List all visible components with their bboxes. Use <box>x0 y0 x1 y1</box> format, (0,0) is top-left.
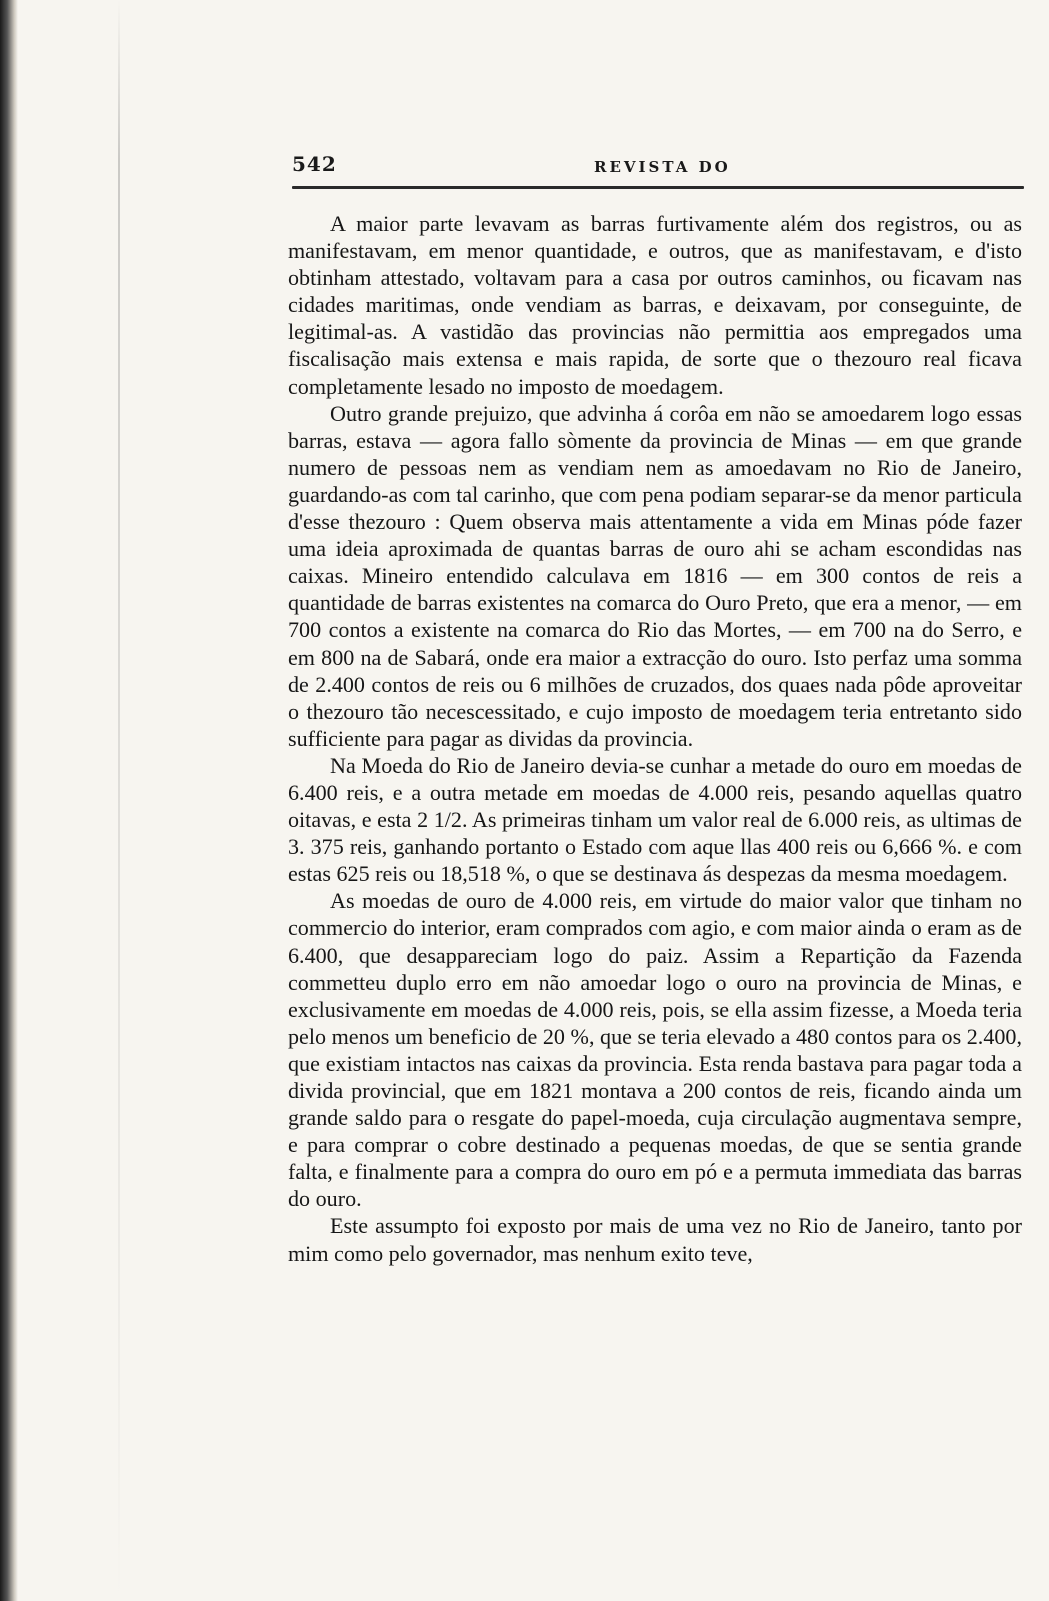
header-rule <box>292 186 1024 189</box>
paragraph: Outro grande prejuizo, que advinha á corôa em não se amoedarem logo essas barras, estava — agora fallo sòmente da provincia de Minas — em que grande numero de pessoas nem as vendiam nem as amoedavam no Rio de Janeiro, guardando-as com tal carinho, que com pena podiam separar-se da menor particula d'esse thezouro : Quem observa mais attentamente a vida em Minas póde fazer uma ideia aproximada de quantas barras de ouro ahi se acham escondidas nas caixas. Mineiro entendido calculava em 1816 — em 300 contos de reis a quantidade de barras existentes na comarca do Ouro Preto, que era a menor, — em 700 contos a existente na comarca do Rio das Mortes, — em 700 na do Serro, e em 800 na de Sabará, onde era maior a extracção do ouro. Isto perfaz uma somma de 2.400 contos de reis ou 6 milhões de cruzados, dos quaes nada pôde aproveitar o thezouro tão necescessitado, e cujo imposto de moedagem teria entretanto sido sufficiente para pagar as dividas da provincia. <box>288 400 1022 751</box>
binding-shadow <box>0 0 18 1601</box>
paragraph: Na Moeda do Rio de Janeiro devia-se cunhar a metade do ouro em moedas de 6.400 reis, e a outra metade em moedas de 4.000 reis, pesando aquellas quatro oitavas, e esta 2 1/2. As primeiras tinham um valor real de 6.000 reis, as ultimas de 3. 375 reis, ganhando portanto o Estado com aque llas 400 reis ou 6,666 %. e com estas 625 reis ou 18,518 %, o que se destinava ás despezas da mesma moedagem. <box>288 752 1022 887</box>
body-text <box>288 210 1022 1267</box>
paragraph: Este assumpto foi exposto por mais de uma vez no Rio de Janeiro, tanto por mim como pelo governador, mas nenhum exito teve, <box>288 1213 1022 1266</box>
binding-crease <box>118 0 120 1601</box>
paragraph: A maior parte levavam as barras furtivamente além dos registros, ou as manifestavam, em menor quantidade, e outros, que as manifestavam, e d'isto obtinham attestado, voltavam para a casa por outros caminhos, ou ficavam nas cidades maritimas, onde vendiam as barras, e deixavam, por conseguinte, de legitimal-as. A vastidão das provincias não permittia aos empregados uma fiscalisação mais extensa e mais rapida, de sorte que o thezouro real ficava completamente lesado no imposto de moedagem. <box>288 211 1022 399</box>
page-header <box>292 152 1024 186</box>
paragraph: As moedas de ouro de 4.000 reis, em virtude do maior valor que tinham no commercio do interior, eram comprados com agio, e com maior ainda o eram as de 6.400, que desappareciam logo do paiz. Assim a Repartição da Fazenda commetteu duplo erro em não amoedar logo o ouro na provincia de Minas, e exclusivamente em moedas de 4.000 reis, pois, se ella assim fizesse, a Moeda teria pelo menos um beneficio de 20 %, que se teria elevado a 480 contos para os 2.400, que existiam intactos nas caixas da provincia. Esta renda bastava para pagar toda a divida provincial, que em 1821 montava a 200 contos de reis, ficando ainda um grande saldo para o resgate do papel-moeda, cuja circulação augmentava sempre, e para comprar o cobre destinado a pequenas moedas, de que se sentia grande falta, e finalmente para a compra do ouro em pó e a permuta immediata das barras do ouro. <box>288 888 1022 1212</box>
running-title: REVISTA DO <box>594 158 731 176</box>
page-number: 542 <box>292 152 337 176</box>
